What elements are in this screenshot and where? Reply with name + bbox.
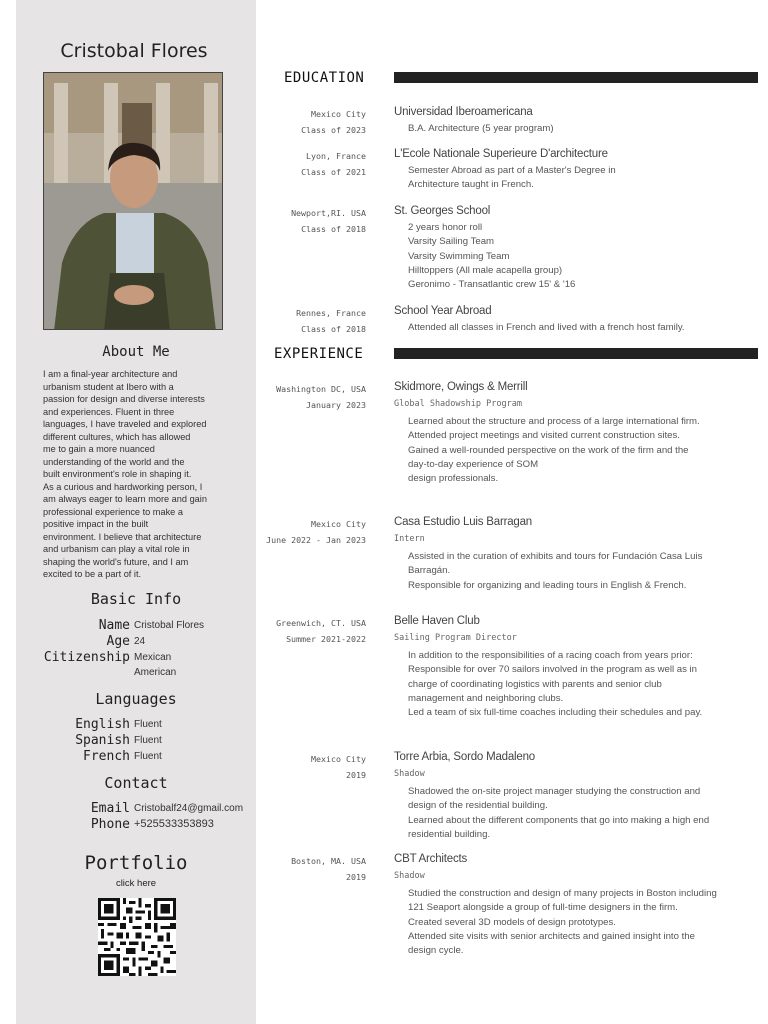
languages-heading: Languages: [95, 690, 177, 708]
entry-location: Washington DC, USA: [276, 384, 366, 394]
profile-photo: [43, 72, 223, 330]
entry-location-block: [236, 305, 366, 337]
entry-location-block: [236, 516, 366, 548]
entry-date: 2019: [346, 872, 366, 882]
entry-date: January 2023: [306, 400, 366, 410]
entry-location-block: [236, 381, 366, 413]
about-line: professional experience to make a: [43, 506, 183, 517]
entry-line: 121 Seaport alongside a group of full-time designers in the firm.: [408, 902, 678, 914]
entry-line: Learned about the different components that go into making a high end: [408, 814, 710, 826]
entry-date: June 2022 - Jan 2023: [266, 535, 366, 545]
about-line: understanding of the world and the: [43, 456, 185, 467]
entry-location-block: [236, 106, 366, 138]
entry-role: Intern: [394, 534, 425, 544]
about-line: languages, I have traveled and explored: [43, 419, 207, 429]
language-level: Fluent: [134, 735, 162, 746]
about-line: shaping the world's future, and I am: [43, 556, 189, 567]
entry-date: Class of 2021: [301, 167, 366, 177]
entry-desc: [408, 164, 758, 193]
language-label: Spanish: [75, 733, 130, 748]
entry-desc: [408, 221, 758, 292]
education-divider: [394, 72, 758, 83]
entry-line: Assisted in the curation of exhibits and tours for Fundación Casa Luis: [408, 551, 703, 562]
language-label: French: [83, 749, 130, 764]
entry-date: Summer 2021-2022: [286, 634, 366, 644]
citizenship-value: Mexican: [134, 652, 172, 663]
about-heading: About Me: [102, 344, 170, 360]
entry-org: Universidad Iberoamericana: [394, 106, 533, 118]
entry-desc: [408, 785, 758, 842]
basic-info-heading: Basic Info: [90, 590, 182, 608]
entry-line: design of the residential building.: [408, 800, 548, 812]
entry-role: Sailing Program Director: [394, 633, 517, 643]
entry-line: Barragán.: [408, 565, 451, 577]
entry-line: residential building.: [408, 828, 491, 840]
entry-line: Architecture taught in French.: [408, 179, 534, 191]
entry-role: Shadow: [394, 769, 425, 779]
entry-date: Class of 2018: [301, 324, 366, 334]
email-label: Email: [90, 801, 130, 816]
qr-code-icon[interactable]: [98, 898, 176, 976]
experience-heading: EXPERIENCE: [274, 346, 364, 362]
resume-name: Cristobal Flores: [60, 40, 208, 62]
entry-line: Responsible for over 70 sailors involved in the program as well as in: [408, 664, 698, 676]
entry-line: Attended site visits with senior architects and gained insight into the: [408, 930, 695, 942]
entry-line: Attended all classes in French and lived with a french host family.: [408, 322, 685, 333]
entry-location: Mexico City: [311, 109, 366, 119]
entry-line: Created several 3D models of design prototypes.: [408, 916, 616, 928]
about-line: I am a final-year architecture and: [43, 369, 178, 379]
entry-line: design professionals.: [408, 473, 499, 485]
entry-location: Boston, MA. USA: [291, 856, 366, 866]
age-label: Age: [106, 634, 130, 649]
entry-org: Casa Estudio Luis Barragan: [394, 516, 532, 528]
portfolio-heading: Portfolio: [84, 852, 188, 874]
about-line: am always eager to learn more and gain: [43, 494, 207, 504]
about-line: As a curious and hardworking person, I: [43, 481, 203, 492]
entry-line: Attended project meetings and visited current construction sites.: [408, 430, 680, 442]
entry-date: 2019: [346, 770, 366, 780]
citizenship-value: American: [134, 667, 177, 678]
entry-location: Newport,RI. USA: [291, 208, 366, 218]
about-line: excited to be a part of it.: [43, 569, 142, 579]
entry-line: charge of coordinating logistics with parents and senior club: [408, 678, 662, 690]
entry-org: School Year Abroad: [394, 305, 492, 317]
phone-value: +525533353893: [134, 818, 214, 830]
entry-line: B.A. Architecture (5 year program): [408, 123, 554, 134]
email-value[interactable]: Cristobalf24@gmail.com: [134, 803, 244, 814]
age-value: 24: [134, 636, 146, 647]
entry-desc: [408, 550, 758, 593]
entry-location-block: [236, 615, 366, 647]
language-level: Fluent: [134, 719, 162, 730]
entry-desc: [408, 415, 758, 486]
language-label: English: [75, 717, 130, 732]
entry-line: 2 years honor roll: [408, 222, 483, 233]
entry-location-block: [236, 853, 366, 885]
entry-location: Lyon, France: [306, 151, 366, 161]
entry-line: Responsible for organizing and leading tours in English & French.: [408, 579, 687, 591]
entry-line: Shadowed the on-site project manager studying the construction and: [408, 786, 701, 797]
entry-line: Varsity Sailing Team: [408, 236, 495, 248]
portfolio-link[interactable]: click here: [115, 878, 157, 889]
entry-line: Studied the construction and design of many projects in Boston including: [408, 888, 717, 899]
about-line: positive impact in the built: [43, 519, 149, 529]
about-line: and urbanism can play a vital role in: [43, 544, 190, 554]
entry-role: Global Shadowship Program: [394, 399, 522, 409]
entry-desc: [408, 122, 758, 136]
language-level: Fluent: [134, 751, 162, 762]
entry-line: Led a team of six full-time coaches including their schedules and pay.: [408, 707, 703, 719]
entry-org: Torre Arbia, Sordo Madaleno: [394, 751, 535, 763]
about-text: [43, 368, 223, 581]
entry-date: Class of 2018: [301, 224, 366, 234]
entry-line: day-to-day experience of SOM: [408, 458, 539, 470]
about-line: built environment's role in shaping it.: [43, 469, 192, 479]
name-value: Cristobal Flores: [134, 620, 205, 631]
entry-role: Shadow: [394, 871, 425, 881]
about-line: different cultures, which has allowed: [43, 431, 191, 442]
entry-location: Mexico City: [311, 754, 366, 764]
entry-location-block: [236, 148, 366, 180]
entry-desc: [408, 321, 758, 335]
entry-desc: [408, 649, 758, 720]
education-heading: EDUCATION: [284, 70, 365, 86]
contact-heading: Contact: [104, 774, 168, 792]
entry-line: Hilltoppers (All male acapella group): [408, 264, 563, 276]
entry-org: L'Ecole Nationale Superieure D'architecture: [394, 148, 608, 160]
experience-divider: [394, 348, 758, 359]
entry-desc: [408, 887, 758, 958]
phone-label: Phone: [90, 817, 130, 832]
entry-org: Belle Haven Club: [394, 615, 480, 627]
entry-line: In addition to the responsibilities of a racing coach from years prior:: [408, 650, 693, 661]
entry-line: Learned about the structure and process of a large international firm.: [408, 416, 700, 427]
entry-line: Semester Abroad as part of a Master's Degree in: [408, 165, 616, 176]
entry-location: Rennes, France: [296, 308, 366, 318]
entry-location-block: [236, 205, 366, 237]
about-line: and experiences. Fluent in three: [43, 406, 175, 417]
citizenship-label: Citizenship: [43, 650, 130, 665]
about-line: environment. I believe that architecture: [43, 531, 202, 542]
entry-location: Greenwich, CT. USA: [276, 618, 366, 628]
about-line: passion for design and diverse interests: [43, 394, 205, 404]
entry-line: Geronimo - Transatlantic crew 15' & '16: [408, 279, 576, 291]
entry-org: St. Georges School: [394, 205, 491, 217]
entry-line: Gained a well-rounded perspective on the work of the firm and the: [408, 444, 689, 456]
entry-location: Mexico City: [311, 519, 366, 529]
entry-line: management and neighboring clubs.: [408, 692, 564, 704]
about-line: urbanism student at Ibero with a: [43, 381, 174, 392]
about-line: me to gain a more nuanced: [43, 444, 155, 454]
entry-line: Varsity Swimming Team: [408, 250, 510, 262]
entry-date: Class of 2023: [301, 125, 366, 135]
entry-line: design cycle.: [408, 945, 464, 957]
name-label: Name: [98, 618, 130, 633]
entry-location-block: [236, 751, 366, 783]
entry-org: CBT Architects: [394, 853, 468, 865]
entry-org: Skidmore, Owings & Merrill: [394, 381, 528, 393]
